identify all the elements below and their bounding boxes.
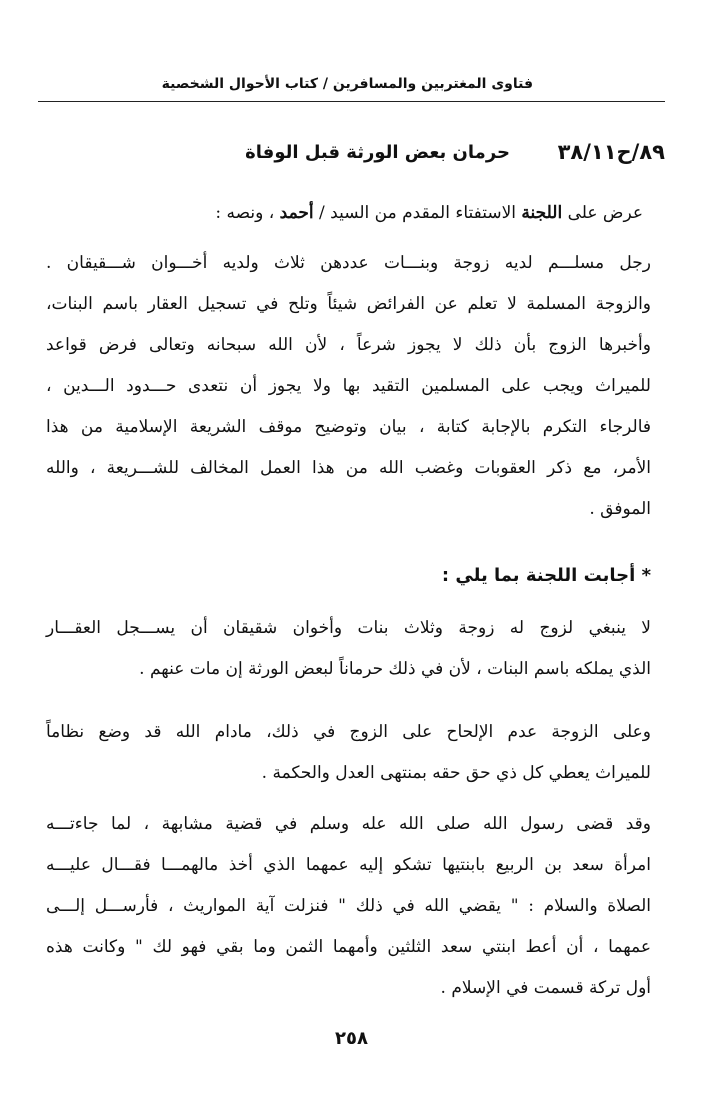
- answer-line: الصلاة والسلام : " يقضي الله في ذلك " فنزلت آية المواريث ، فأرســـل إلـــى: [46, 896, 651, 916]
- intro-line: [103, 193, 643, 234]
- intro-name: أحمد: [279, 203, 314, 223]
- intro-middle: الاستفتاء المقدم من السيد /: [313, 203, 522, 223]
- question-line: رجل مسلـــم لديه زوجة وبنـــات عددهن ثلاث ولديه أخـــوان شـــقيقان .: [46, 253, 651, 273]
- answer-line: وعلى الزوجة عدم الإلحاح على الزوج في ذلك، مادام الله قد وضع نظاماً: [46, 722, 651, 742]
- question-line: والزوجة المسلمة لا تعلم عن الفرائض شيئاً وتلح في تسجيل العقار باسم البنات،: [46, 294, 651, 314]
- question-line: الأمر، مع ذكر العقوبات وغضب الله من هذا العمل المخالف للشـــريعة ، والله: [46, 458, 651, 478]
- question-paragraph: [46, 243, 651, 530]
- answer-line: الذي يملكه باسم البنات ، لأن في ذلك حرماناً لبعض الورثة إن مات عنهم .: [139, 659, 651, 679]
- question-line: للميراث ويجب على المسلمين التقيد بها ولا يجوز أن نتعدى حـــدود الـــدين ،: [46, 376, 651, 396]
- answer-line: أول تركة قسمت في الإسلام .: [440, 978, 651, 998]
- answer-heading: * أجابت اللجنة بما يلي :: [441, 565, 651, 586]
- intro-committee: اللجنة: [521, 203, 563, 223]
- intro-paragraph: [103, 193, 643, 234]
- section-number: ٨٩/ح٣٨/١١: [557, 140, 665, 164]
- answer-paragraph-3: [46, 804, 651, 1009]
- answer-line: عمهما ، أن أعط ابنتي سعد الثلثين وأمهما الثمن وما بقي فهو لك " وكانت هذه: [46, 937, 651, 957]
- question-line: وأخبرها الزوج بأن ذلك لا يجوز شرعاً ، لأن الله سبحانه وتعالى فرض قواعد: [46, 335, 651, 355]
- answer-line: امرأة سعد بن الربيع بابنتيها تشكو إليه عمهما الذي أخذ مالهمـــا فقـــال عليـــه: [46, 855, 651, 875]
- answer-line: للميراث يعطي كل ذي حق حقه بمنتهى العدل والحكمة .: [261, 763, 651, 783]
- page-number: ٢٥٨: [335, 1028, 368, 1049]
- header-rule: [38, 101, 665, 102]
- section-heading: [215, 140, 665, 170]
- intro-before: عرض على: [562, 203, 643, 223]
- question-line: الموفق .: [589, 499, 651, 519]
- question-line: فالرجاء التكرم بالإجابة كتابة ، بيان وتوضيح موقف الشريعة الإسلامية من هذا: [46, 417, 651, 437]
- answer-line: وقد قضى رسول الله صلى الله عله وسلم في قضية مشابهة ، لما جاءتـــه: [46, 814, 651, 834]
- answer-paragraph-2: [46, 712, 651, 794]
- answer-line: لا ينبغي لزوج له زوجة وثلاث بنات وأخوان شقيقان أن يســـجل العقـــار: [46, 618, 651, 638]
- running-header: فتاوى المغتربين والمسافرين / كتاب الأحوال الشخصية: [161, 76, 533, 92]
- intro-after: ، ونصه :: [215, 203, 280, 223]
- answer-paragraph-1: [46, 608, 651, 690]
- section-title: حرمان بعض الورثة قبل الوفاة: [245, 142, 510, 163]
